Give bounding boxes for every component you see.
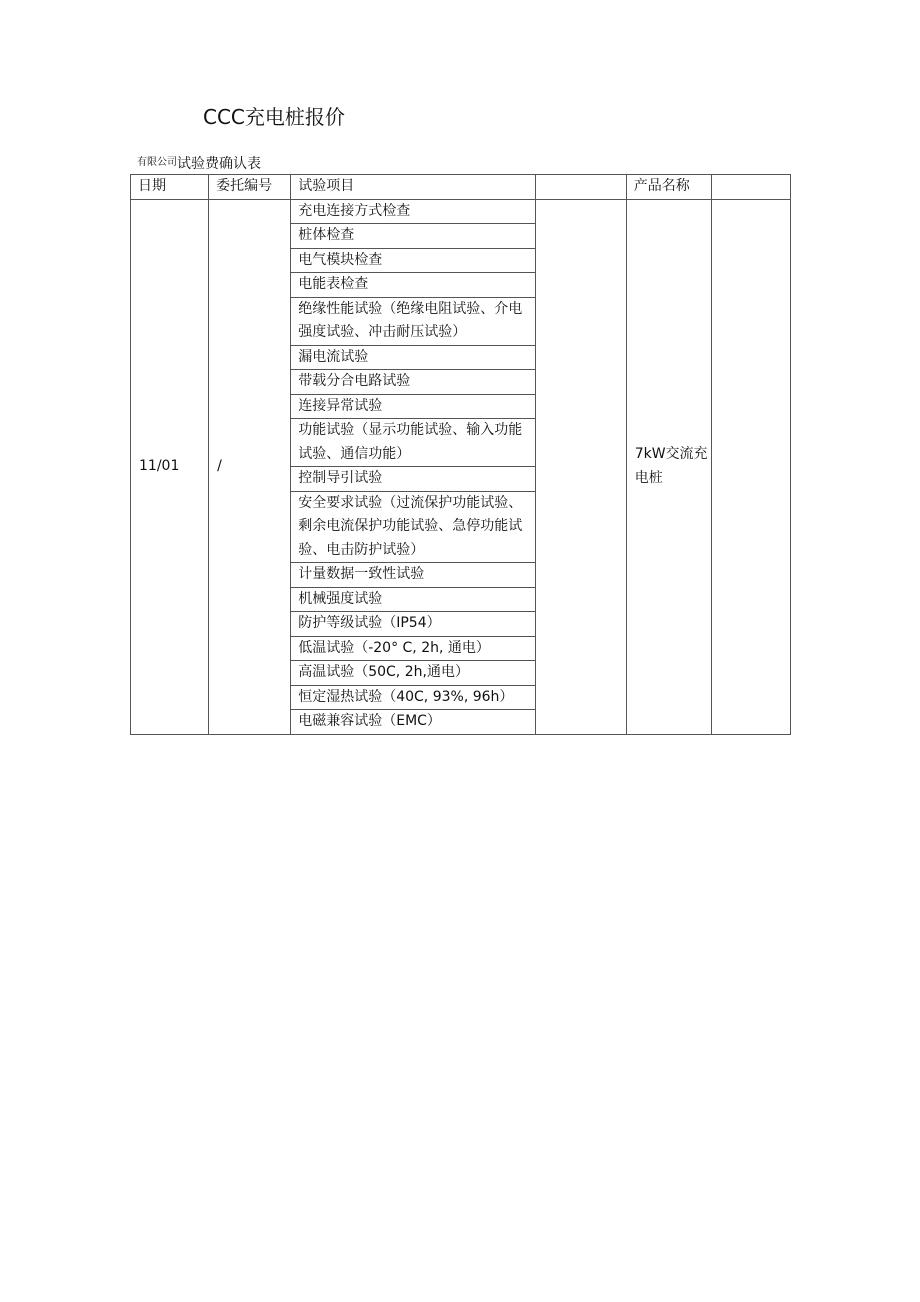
test-item-cell: 计量数据一致性试验 — [291, 563, 535, 588]
test-item-cell: 电气模块检查 — [291, 248, 535, 273]
header-blank-1 — [535, 175, 626, 200]
header-blank-2 — [711, 175, 790, 200]
test-item-cell: 控制导引试验 — [291, 467, 535, 492]
test-item-cell: 带载分合电路试验 — [291, 370, 535, 395]
test-item-cell: 机械强度试验 — [291, 587, 535, 612]
test-item-cell: 安全要求试验（过流保护功能试验、剩余电流保护功能试验、急停功能试验、电击防护试验） — [291, 491, 535, 563]
header-entrust-no: 委托编号 — [209, 175, 291, 200]
test-item-cell: 电能表检查 — [291, 273, 535, 298]
cell-blank-2 — [711, 199, 790, 734]
header-test-item: 试验项目 — [291, 175, 535, 200]
test-item-cell: 功能试验（显示功能试验、输入功能试验、通信功能） — [291, 419, 535, 467]
test-item-cell: 桩体检查 — [291, 224, 535, 249]
test-item-cell: 充电连接方式检查 — [291, 199, 535, 224]
header-date: 日期 — [131, 175, 209, 200]
test-item-cell: 低温试验（-20° C, 2h, 通电） — [291, 636, 535, 661]
test-item-cell: 漏电流试验 — [291, 345, 535, 370]
fee-confirmation-table — [130, 174, 791, 735]
table-header-row — [131, 175, 791, 200]
cell-date: 11/01 — [131, 199, 209, 734]
test-item-cell: 恒定湿热试验（40C, 93%, 96h） — [291, 685, 535, 710]
test-item-cell: 高温试验（50C, 2h,通电） — [291, 661, 535, 686]
document-title: CCC充电桩报价 — [203, 105, 345, 129]
test-item-cell: 电磁兼容试验（EMC） — [291, 710, 535, 735]
cell-entrust-no: / — [209, 199, 291, 734]
form-subtitle — [137, 153, 261, 173]
cell-product-name: 7kW交流充电桩 — [626, 199, 711, 734]
form-name: 试验费确认表 — [177, 156, 261, 172]
header-product-name: 产品名称 — [626, 175, 711, 200]
table-row — [131, 199, 791, 224]
company-label: 有限公司 — [137, 157, 177, 168]
test-item-cell: 绝缘性能试验（绝缘电阻试验、介电强度试验、冲击耐压试验） — [291, 297, 535, 345]
test-item-cell: 连接异常试验 — [291, 394, 535, 419]
test-item-cell: 防护等级试验（IP54） — [291, 612, 535, 637]
cell-blank-1 — [535, 199, 626, 734]
